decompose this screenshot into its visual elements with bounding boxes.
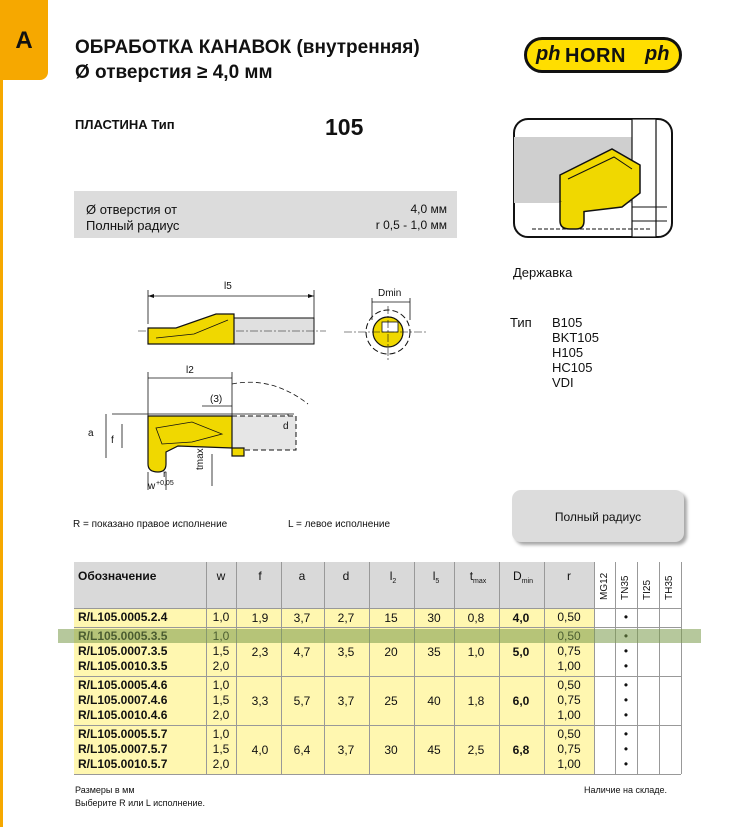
page-subtitle: Ø отверстия ≥ 4,0 мм — [75, 62, 273, 83]
table-grade-header: TN35 — [620, 575, 631, 600]
table-cell-tmax: 2,5 — [467, 742, 485, 757]
dim-label-l2: l2 — [186, 365, 194, 376]
logo-ph-right: ph — [645, 43, 670, 65]
table-cell-l2: 20 — [384, 644, 398, 659]
table-header-subscript: min — [521, 578, 533, 585]
dim-label-a: a — [88, 428, 94, 439]
spec-value-bore: 4,0 мм — [410, 202, 447, 216]
table-cell-r: 1,00 — [557, 708, 581, 722]
table-header-Dmin — [511, 569, 535, 585]
footer-units: Размеры в мм — [75, 785, 135, 795]
table-grade-header: TI25 — [642, 579, 653, 600]
full-radius-label: Полный радиус — [554, 510, 642, 524]
holder-title: Державка — [513, 265, 573, 280]
dim-label-dmin: Dmin — [378, 288, 402, 299]
dim-label-w: w — [148, 481, 156, 492]
insert-end-view-drawing — [344, 290, 428, 362]
table-header-l5 — [424, 569, 448, 585]
table-cell-r: 0,50 — [557, 678, 581, 692]
table-header-symbol: l — [432, 569, 436, 583]
table-cell-l2: 30 — [384, 742, 398, 757]
section-tab — [0, 0, 48, 80]
table-cell-a: 4,7 — [293, 644, 311, 659]
table-cell-dmin: 4,0 — [512, 610, 530, 625]
spec-label-bore: Ø отверстия от — [86, 202, 178, 217]
table-cell-f: 1,9 — [251, 610, 269, 625]
spec-box — [74, 191, 457, 238]
table-row-code: R/L105.0010.3.5 — [78, 659, 168, 673]
table-header-subscript: 2 — [392, 578, 397, 585]
table-cell-r: 0,50 — [557, 610, 581, 624]
table-row-code: R/L105.0007.3.5 — [78, 644, 168, 658]
footer-choose: Выберите R или L исполнение. — [75, 798, 206, 808]
dim-label-w-tolerance: +0,05 — [156, 480, 174, 487]
table-header-r: r — [567, 569, 571, 583]
dim-label-l5: l5 — [224, 281, 232, 292]
table-cell-w: 1,0 — [212, 678, 230, 692]
table-column-divider — [414, 562, 415, 774]
table-cell-w: 1,5 — [212, 644, 230, 658]
table-cell-l2: 15 — [384, 610, 398, 625]
table-cell-r: 1,00 — [557, 757, 581, 771]
table-cell-tn35-availability: • — [623, 742, 629, 756]
section-letter: A — [15, 27, 33, 54]
table-header-symbol: l — [389, 569, 393, 583]
table-column-divider — [681, 562, 682, 774]
table-header-a: a — [298, 569, 306, 583]
insert-type-label: ПЛАСТИНА Тип — [75, 117, 175, 132]
spec-label-radius: Полный радиус — [86, 218, 180, 233]
full-radius-badge — [512, 490, 684, 542]
table-column-divider — [206, 562, 207, 774]
table-column-divider — [324, 562, 325, 774]
table-cell-r: 0,75 — [557, 742, 581, 756]
table-header-subscript: max — [473, 578, 487, 585]
table-cell-w: 1,0 — [212, 727, 230, 741]
note-left-version: L = левое исполнение — [288, 519, 391, 530]
table-cell-d: 3,7 — [337, 742, 355, 757]
dim-label-r: r — [163, 469, 167, 480]
logo-ph-left: ph — [536, 43, 561, 65]
table-cell-tmax: 1,0 — [467, 644, 485, 659]
table-column-divider — [369, 562, 370, 774]
table-column-divider — [236, 562, 237, 774]
table-bottom-border — [74, 774, 681, 775]
holder-type-item: BKT105 — [552, 330, 599, 345]
table-column-divider — [637, 562, 638, 774]
table-cell-w: 1,5 — [212, 693, 230, 707]
table-column-divider — [454, 562, 455, 774]
table-cell-a: 3,7 — [293, 610, 311, 625]
table-cell-d: 3,5 — [337, 644, 355, 659]
dim-label-f: f — [111, 435, 114, 446]
table-row-code: R/L105.0005.5.7 — [78, 727, 168, 741]
table-cell-w: 1,5 — [212, 742, 230, 756]
table-cell-r: 0,50 — [557, 727, 581, 741]
table-cell-d: 3,7 — [337, 693, 355, 708]
table-cell-tn35-availability: • — [623, 727, 629, 741]
table-cell-dmin: 5,0 — [512, 644, 530, 659]
table-cell-l5: 35 — [427, 644, 441, 659]
dim-label-d: d — [283, 421, 289, 432]
table-cell-f: 4,0 — [251, 742, 269, 757]
table-cell-f: 2,3 — [251, 644, 269, 659]
table-row-code: R/L105.0007.4.6 — [78, 693, 168, 707]
dim-label-tmax: tmax — [195, 448, 206, 470]
table-row-code: R/L105.0005.4.6 — [78, 678, 168, 692]
table-column-divider — [499, 562, 500, 774]
holder-type-item: HC105 — [552, 360, 593, 375]
table-cell-w: 2,0 — [212, 659, 230, 673]
table-header-l2 — [381, 569, 405, 585]
table-cell-r: 0,75 — [557, 644, 581, 658]
table-row-code: R/L105.0010.5.7 — [78, 757, 168, 771]
holder-type-item: B105 — [552, 315, 583, 330]
table-cell-tmax: 0,8 — [467, 610, 485, 625]
table-cell-tn35-availability: • — [623, 757, 629, 771]
table-column-divider — [659, 562, 660, 774]
page-title: ОБРАБОТКА КАНАВОК (внутренняя) — [75, 37, 420, 58]
table-column-divider — [594, 562, 595, 774]
table-column-divider — [615, 562, 616, 774]
table-header-d: d — [342, 569, 350, 583]
table-header-symbol: t — [469, 569, 474, 583]
footer-stock: Наличие на складе. — [584, 785, 668, 795]
table-cell-tn35-availability: • — [623, 693, 629, 707]
horn-logo — [524, 37, 682, 73]
holder-type-item: VDI — [552, 375, 574, 390]
left-accent-rule — [0, 80, 3, 827]
spec-value-radius: r 0,5 - 1,0 мм — [375, 218, 447, 232]
table-cell-a: 6,4 — [293, 742, 311, 757]
table-cell-l5: 30 — [427, 610, 441, 625]
grooving-application-illustration — [512, 117, 674, 241]
table-header-tmax — [466, 569, 490, 585]
note-right-version: R = показано правое исполнение — [73, 519, 228, 530]
table-header-subscript: 5 — [435, 578, 440, 585]
table-cell-tn35-availability: • — [623, 644, 629, 658]
table-cell-w: 1,0 — [212, 610, 230, 624]
table-cell-f: 3,3 — [251, 693, 269, 708]
logo-text: HORN — [565, 45, 626, 67]
table-cell-a: 5,7 — [293, 693, 311, 708]
table-grade-header: TH35 — [664, 575, 675, 600]
table-header-symbol: D — [513, 569, 522, 583]
table-cell-dmin: 6,8 — [512, 742, 530, 757]
table-row-code: R/L105.0007.5.7 — [78, 742, 168, 756]
table-header-f: f — [258, 569, 262, 583]
table-header-designation: Обозначение — [78, 569, 157, 583]
holder-type-label: Тип — [510, 315, 532, 330]
table-column-divider — [281, 562, 282, 774]
table-cell-tn35-availability: • — [623, 708, 629, 722]
table-column-divider — [544, 562, 545, 774]
table-cell-dmin: 6,0 — [512, 693, 530, 708]
table-cell-l5: 40 — [427, 693, 441, 708]
table-cell-r: 1,00 — [557, 659, 581, 673]
table-row-code: R/L105.0005.2.4 — [78, 610, 168, 624]
table-cell-tn35-availability: • — [623, 659, 629, 673]
table-cell-tmax: 1,8 — [467, 693, 485, 708]
table-cell-w: 2,0 — [212, 708, 230, 722]
insert-type-code: 105 — [325, 114, 364, 140]
holder-type-item: H105 — [552, 345, 584, 360]
table-cell-d: 2,7 — [337, 610, 355, 625]
table-row-code: R/L105.0010.4.6 — [78, 708, 168, 722]
insert-detail-view-drawing — [82, 368, 322, 498]
table-grade-header: MG12 — [599, 572, 610, 600]
table-cell-l5: 45 — [427, 742, 441, 757]
table-cell-tn35-availability: • — [623, 678, 629, 692]
table-header-w: w — [216, 569, 226, 583]
table-cell-l2: 25 — [384, 693, 398, 708]
table-cell-r: 0,75 — [557, 693, 581, 707]
insert-side-view-drawing — [138, 278, 328, 348]
table-cell-w: 2,0 — [212, 757, 230, 771]
dim-label-three: (3) — [210, 394, 223, 405]
table-cell-tn35-availability: • — [623, 610, 629, 624]
row-highlight-band — [58, 629, 701, 643]
